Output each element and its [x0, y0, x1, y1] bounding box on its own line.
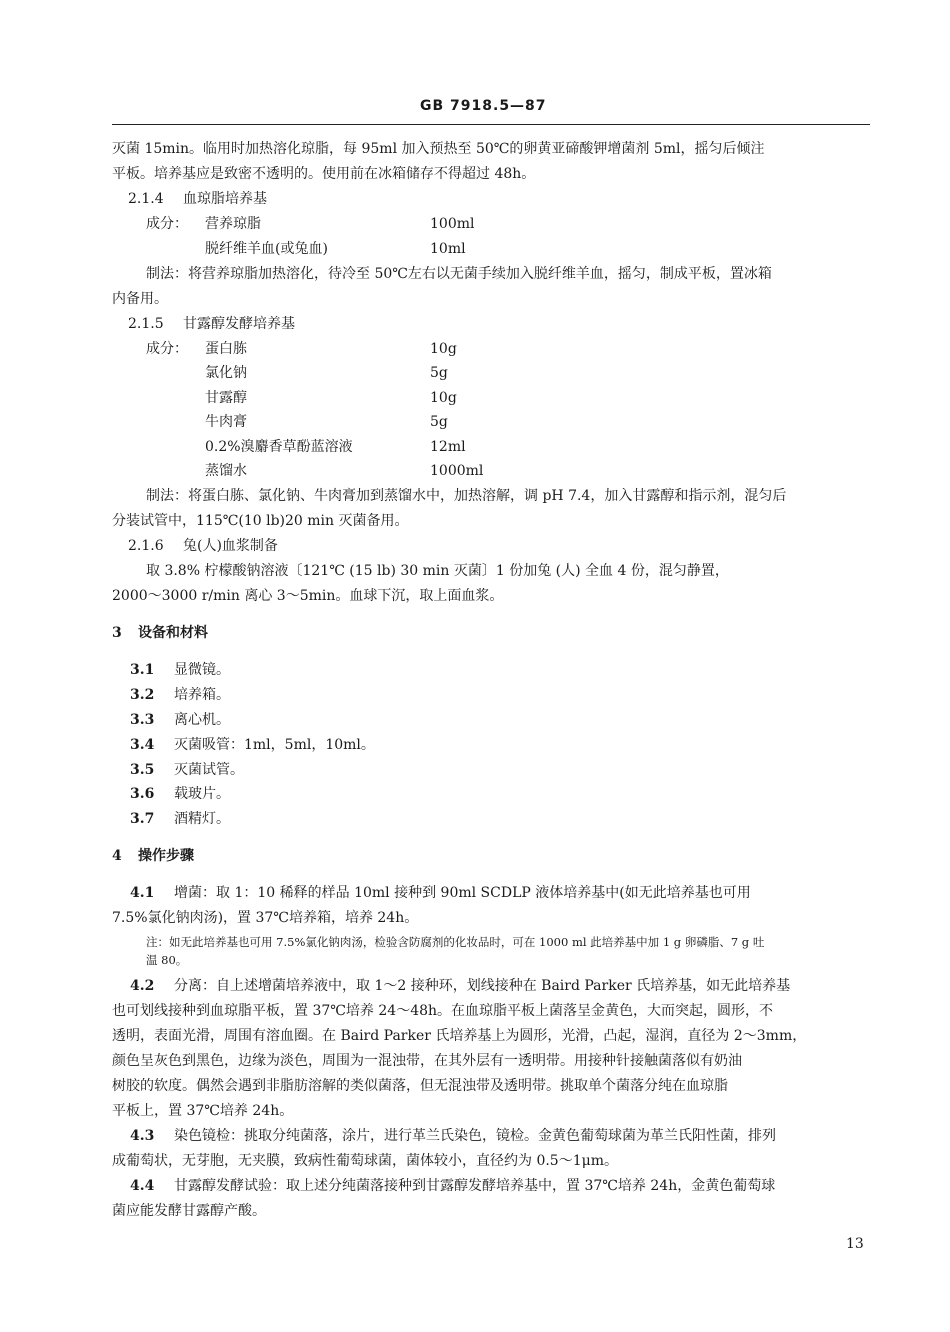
step-4-2-line-2: 也可划线接种到血琼脂平板，置 37℃培养 24～48h。在血琼脂平板上菌落呈金黄色，大而突起，圆形，不	[112, 1003, 774, 1019]
step-4-2-line-4: 颜色呈灰色到黑色，边缘为淡色，周围为一混浊带，在其外层有一透明带。用接种针接触菌落似有奶油	[112, 1053, 742, 1069]
section-2-1-5-title: 甘露醇发酵培养基	[183, 316, 295, 332]
step-4-4-number: 4.4	[130, 1178, 155, 1194]
s214-method-line-1: 制法：将营养琼脂加热溶化，待冷至 50℃左右以无菌手续加入脱纤维羊血，摇匀，制成平板，置冰箱	[146, 266, 772, 282]
s216-line-2: 2000～3000 r/min 离心 3～5min。血球下沉，取上面血浆。	[112, 588, 504, 604]
step-4-1-line-1: 增菌：取 1：10 稀释的样品 10ml 接种到 90ml SCDLP 液体培养基中(如无此培养基也可用	[174, 885, 751, 901]
section-4-title: 操作步骤	[138, 848, 194, 864]
step-4-4-line-2: 菌应能发酵甘露醇产酸。	[112, 1203, 266, 1219]
s215-ingredient-amount: 5g	[430, 414, 448, 430]
s215-components-label: 成分：	[146, 341, 188, 357]
section-3-title: 设备和材料	[138, 625, 208, 641]
step-4-2-line-6: 平板上，置 37℃培养 24h。	[112, 1103, 294, 1119]
equipment-number: 3.2	[130, 687, 155, 703]
equipment-item: 酒精灯。	[174, 811, 230, 827]
standard-number: GB 7918.5—87	[420, 98, 547, 114]
step-4-3-line-1: 染色镜检：挑取分纯菌落，涂片，进行革兰氏染色，镜检。金黄色葡萄球菌为革兰氏阳性菌，排列	[174, 1128, 776, 1144]
header-rule	[112, 124, 870, 125]
equipment-item: 载玻片。	[174, 786, 230, 802]
step-4-2-line-1: 分离：自上述增菌培养液中，取 1～2 接种环，划线接种在 Baird Parker 氏培养基，如无此培养基	[174, 978, 791, 994]
s214-ingredient-amount: 100ml	[430, 216, 475, 232]
step-4-2-number: 4.2	[130, 978, 155, 994]
section-3-number: 3	[112, 625, 122, 641]
s215-ingredient-amount: 12ml	[430, 439, 466, 455]
s215-ingredient-amount: 5g	[430, 365, 448, 381]
step-4-1-number: 4.1	[130, 885, 155, 901]
step-4-2-line-5: 树胶的软度。偶然会遇到非脂肪溶解的类似菌落，但无混浊带及透明带。挑取单个菌落分纯在血琼脂	[112, 1078, 728, 1094]
s214-ingredient-name: 脱纤维羊血(或兔血)	[205, 241, 328, 257]
equipment-number: 3.6	[130, 786, 155, 802]
equipment-number: 3.1	[130, 662, 155, 678]
s214-ingredient-amount: 10ml	[430, 241, 466, 257]
para-continued-line-2: 平板。培养基应是致密不透明的。使用前在冰箱储存不得超过 48h。	[112, 166, 536, 182]
s215-method-line-2: 分装试管中，115℃(10 lb)20 min 灭菌备用。	[112, 513, 409, 529]
equipment-item: 灭菌吸管：1ml，5ml，10ml。	[174, 737, 375, 753]
note-line-1: 注：如无此培养基也可用 7.5%氯化钠肉汤，检验含防腐剂的化妆品时，可在 1000 ml 此培养基中加 1 g 卵磷脂、7 g 吐	[146, 935, 765, 949]
s214-components-label: 成分：	[146, 216, 188, 232]
s215-ingredient-name: 蛋白胨	[205, 341, 247, 357]
s215-ingredient-name: 牛肉膏	[205, 414, 247, 430]
step-4-4-line-1: 甘露醇发酵试验：取上述分纯菌落接种到甘露醇发酵培养基中，置 37℃培养 24h，金黄色葡萄球	[174, 1178, 776, 1194]
s215-ingredient-amount: 1000ml	[430, 463, 484, 479]
section-4-number: 4	[112, 848, 122, 864]
s214-ingredient-name: 营养琼脂	[205, 216, 261, 232]
s215-ingredient-name: 甘露醇	[205, 390, 247, 406]
note-line-2: 温 80。	[146, 953, 188, 967]
equipment-item: 显微镜。	[174, 662, 230, 678]
equipment-number: 3.7	[130, 811, 155, 827]
s215-ingredient-amount: 10g	[430, 390, 457, 406]
equipment-number: 3.5	[130, 762, 155, 778]
s215-ingredient-name: 0.2%溴麝香草酚蓝溶液	[205, 439, 353, 455]
equipment-number: 3.3	[130, 712, 155, 728]
s215-method-line-1: 制法：将蛋白胨、氯化钠、牛肉膏加到蒸馏水中，加热溶解，调 pH 7.4，加入甘露醇和指示剂，混匀后	[146, 488, 787, 504]
section-2-1-4-title: 血琼脂培养基	[183, 191, 267, 207]
section-2-1-6-number: 2.1.6	[128, 538, 164, 554]
equipment-number: 3.4	[130, 737, 155, 753]
equipment-item: 灭菌试管。	[174, 762, 244, 778]
page-number: 13	[846, 1236, 864, 1252]
step-4-3-number: 4.3	[130, 1128, 155, 1144]
equipment-item: 培养箱。	[174, 687, 230, 703]
section-2-1-4-number: 2.1.4	[128, 191, 164, 207]
para-continued-line-1: 灭菌 15min。临用时加热溶化琼脂，每 95ml 加入预热至 50℃的卵黄亚碲酸钾增菌剂 5ml，摇匀后倾注	[112, 141, 765, 157]
step-4-2-line-3: 透明，表面光滑，周围有溶血圈。在 Baird Parker 氏培养基上为圆形，光滑，凸起，湿润，直径为 2～3mm，	[112, 1028, 807, 1044]
section-2-1-5-number: 2.1.5	[128, 316, 164, 332]
section-2-1-6-title: 兔(人)血浆制备	[183, 538, 278, 554]
s214-method-line-2: 内备用。	[112, 291, 168, 307]
step-4-1-line-2: 7.5%氯化钠肉汤)，置 37℃培养箱，培养 24h。	[112, 910, 419, 926]
s215-ingredient-name: 氯化钠	[205, 365, 247, 381]
equipment-item: 离心机。	[174, 712, 230, 728]
s215-ingredient-name: 蒸馏水	[205, 463, 247, 479]
s215-ingredient-amount: 10g	[430, 341, 457, 357]
step-4-3-line-2: 成葡萄状，无芽胞，无夹膜，致病性葡萄球菌，菌体较小，直径约为 0.5～1μm。	[112, 1153, 618, 1169]
s216-line-1: 取 3.8% 柠檬酸钠溶液〔121℃ (15 lb) 30 min 灭菌〕1 份加兔 (人) 全血 4 份，混匀静置，	[146, 563, 729, 579]
